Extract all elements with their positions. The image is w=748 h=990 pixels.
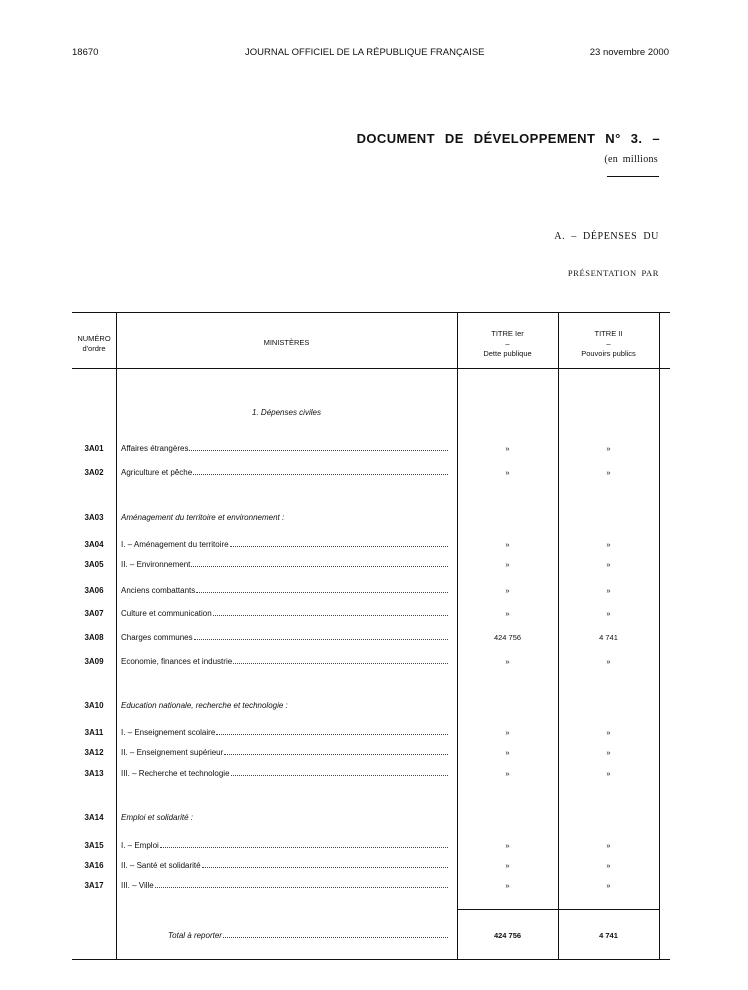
row-label — [121, 841, 448, 850]
dot-leader — [224, 753, 448, 755]
row-label-text: Affaires étrangères — [121, 444, 189, 453]
titre2-value: » — [606, 861, 611, 870]
header-titre2: TITRE II – Pouvoirs publics — [581, 329, 636, 358]
titre2-value: » — [606, 728, 611, 737]
row-label-text: III. – Recherche et technologie — [121, 769, 230, 778]
row-label — [121, 748, 448, 757]
header-numero: NUMÉRO d'ordre — [77, 334, 111, 353]
dot-leader — [216, 733, 448, 735]
row-label — [121, 633, 448, 642]
titre1-value: » — [505, 728, 510, 737]
titre1-value: » — [505, 841, 510, 850]
row-label — [121, 560, 448, 569]
dot-leader — [194, 638, 448, 640]
row-code: 3A06 — [84, 586, 104, 595]
row-label-text: I. – Enseignement scolaire — [121, 728, 216, 737]
section-label: 1. Dépenses civiles — [252, 408, 321, 417]
dot-leader — [196, 591, 448, 593]
unit-note: (en millions — [604, 154, 658, 165]
row-code: 3A03 — [84, 513, 104, 522]
titre1-value: » — [505, 861, 510, 870]
titre2-value: » — [606, 560, 611, 569]
titre2-value: » — [606, 444, 611, 453]
dot-leader — [233, 662, 448, 664]
total-label-text: Total à reporter — [168, 931, 222, 940]
row-code: 3A12 — [84, 748, 104, 757]
row-code: 3A08 — [84, 633, 104, 642]
row-label-text: Education nationale, recherche et technologie : — [121, 701, 288, 710]
titre2-value: » — [606, 748, 611, 757]
expense-table — [72, 312, 670, 960]
dot-leader — [193, 473, 448, 475]
row-code: 3A14 — [84, 813, 104, 822]
row-label — [121, 468, 448, 477]
titre1-value: » — [505, 748, 510, 757]
dot-leader — [189, 449, 448, 451]
titre2-value: » — [606, 468, 611, 477]
titre1-value: » — [505, 560, 510, 569]
titre1-value: » — [505, 881, 510, 890]
row-label — [121, 513, 448, 522]
header-rule — [72, 368, 670, 369]
dot-leader — [191, 565, 448, 567]
total-row-label — [168, 931, 448, 940]
dot-leader — [231, 774, 448, 776]
titre1-value: » — [505, 468, 510, 477]
row-label-text: II. – Enseignement supérieur — [121, 748, 224, 757]
header-titre1: TITRE Ier – Dette publique — [483, 329, 532, 358]
row-code: 3A13 — [84, 769, 104, 778]
row-label-text: Charges communes — [121, 633, 193, 642]
titre2-value: 4 741 — [599, 633, 618, 642]
titre2-value: » — [606, 586, 611, 595]
row-label — [121, 540, 448, 549]
header-ministeres: MINISTÈRES — [263, 338, 310, 347]
row-label-text: I. – Emploi — [121, 841, 159, 850]
dot-leader — [223, 936, 448, 938]
row-label — [121, 813, 448, 822]
row-code: 3A15 — [84, 841, 104, 850]
row-label-text: Anciens combattants — [121, 586, 196, 595]
titre1-value: » — [505, 657, 510, 666]
document-title: DOCUMENT DE DÉVELOPPEMENT N° 3. – — [356, 131, 660, 146]
dot-leader — [155, 886, 448, 888]
row-label-text: II. – Environnement — [121, 560, 191, 569]
row-label-text: III. – Ville — [121, 881, 154, 890]
row-label — [121, 657, 448, 666]
section-a-heading: A. – DÉPENSES DU — [554, 231, 659, 242]
titre2-value: » — [606, 657, 611, 666]
row-label-text: Agriculture et pêche — [121, 468, 193, 477]
row-code: 3A11 — [84, 728, 104, 737]
row-label-text: II. – Santé et solidarité — [121, 861, 201, 870]
issue-date: 23 novembre 2000 — [589, 47, 669, 58]
row-code: 3A01 — [84, 444, 104, 453]
row-code: 3A10 — [84, 701, 104, 710]
dot-leader — [213, 614, 448, 616]
titre2-value: » — [606, 609, 611, 618]
row-code: 3A07 — [84, 609, 104, 618]
row-code: 3A05 — [84, 560, 104, 569]
total-t2-value: 4 741 — [599, 931, 618, 940]
dot-leader — [160, 846, 448, 848]
titre1-value: » — [505, 540, 510, 549]
row-code: 3A02 — [84, 468, 104, 477]
page-number: 18670 — [72, 47, 99, 58]
row-label-text: Economie, finances et industrie — [121, 657, 233, 666]
row-code: 3A16 — [84, 861, 104, 870]
total-rule — [457, 909, 659, 910]
row-label — [121, 444, 448, 453]
titre2-value: » — [606, 540, 611, 549]
row-label-text: Emploi et solidarité : — [121, 813, 194, 822]
row-code: 3A17 — [84, 881, 104, 890]
col-divider — [659, 313, 660, 959]
row-label — [121, 609, 448, 618]
titre2-value: » — [606, 881, 611, 890]
row-label — [121, 586, 448, 595]
titre2-value: » — [606, 841, 611, 850]
row-label — [121, 861, 448, 870]
titre1-value: » — [505, 586, 510, 595]
row-label-text: Culture et communication — [121, 609, 212, 618]
row-label — [121, 728, 448, 737]
presentation-heading: PRÉSENTATION PAR — [567, 268, 659, 278]
dot-leader — [202, 866, 448, 868]
row-label — [121, 881, 448, 890]
row-label — [121, 769, 448, 778]
row-label-text: Aménagement du territoire et environnement : — [121, 513, 285, 522]
row-label — [121, 701, 448, 710]
titre1-value: » — [505, 769, 510, 778]
journal-title: JOURNAL OFFICIEL DE LA RÉPUBLIQUE FRANÇAISE — [245, 47, 485, 58]
short-rule — [607, 176, 659, 177]
titre1-value: » — [505, 444, 510, 453]
dot-leader — [230, 545, 448, 547]
titre1-value: 424 756 — [493, 633, 522, 642]
row-code: 3A04 — [84, 540, 104, 549]
titre1-value: » — [505, 609, 510, 618]
row-code: 3A09 — [84, 657, 104, 666]
row-label-text: I. – Aménagement du territoire — [121, 540, 229, 549]
total-t1-value: 424 756 — [493, 931, 522, 940]
titre2-value: » — [606, 769, 611, 778]
